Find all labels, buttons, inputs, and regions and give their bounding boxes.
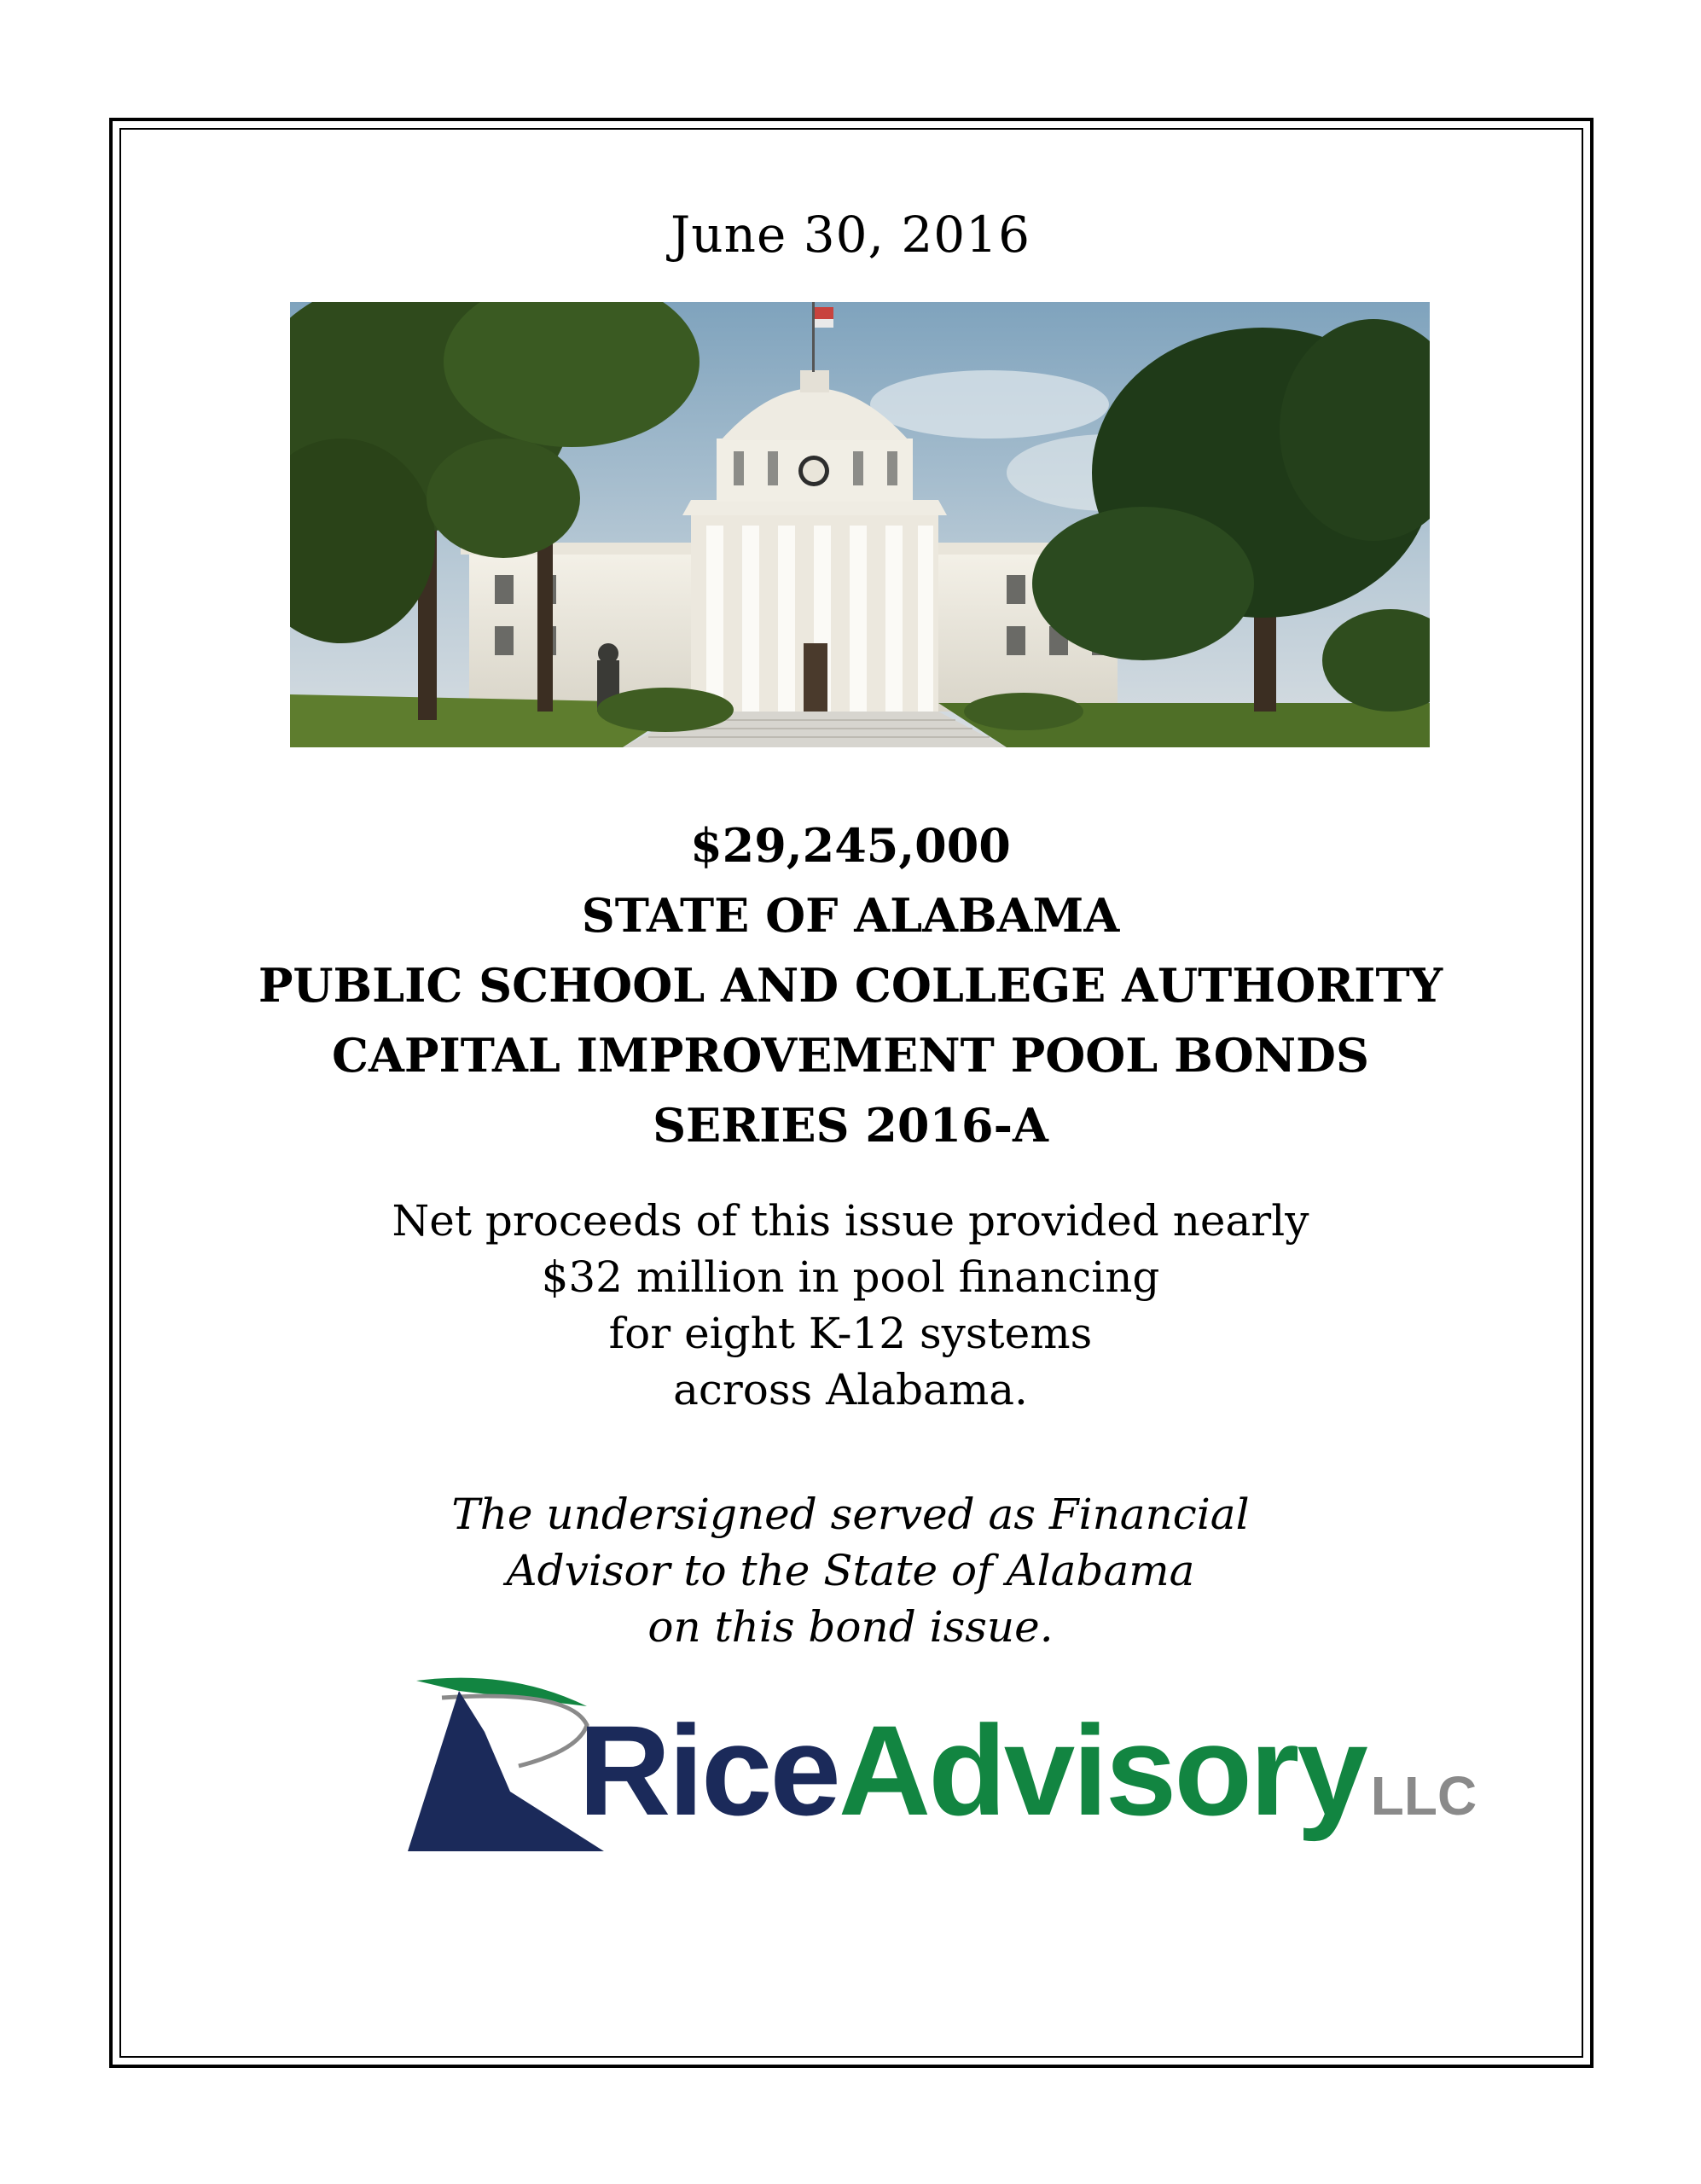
bond-type: CAPITAL IMPROVEMENT POOL BONDS	[332, 1028, 1369, 1083]
advisor-line: Advisor to the State of Alabama	[506, 1546, 1195, 1595]
logo-word-advisory: Advisory	[838, 1699, 1366, 1842]
proceeds-line: for eight K-12 systems	[608, 1309, 1093, 1358]
bond-amount: $29,245,000	[690, 818, 1011, 873]
proceeds-description	[0, 1193, 1701, 1418]
issuer-state: STATE OF ALABAMA	[581, 888, 1120, 943]
advisor-statement	[0, 1486, 1701, 1655]
proceeds-line: Net proceeds of this issue provided nearly	[392, 1196, 1309, 1246]
rice-advisory-logo	[408, 1672, 1477, 1860]
proceeds-line: across Alabama.	[673, 1365, 1028, 1414]
advisor-line: on this bond issue.	[647, 1602, 1054, 1652]
bond-series: SERIES 2016-A	[653, 1098, 1048, 1153]
logo-word-rice: Rice	[578, 1699, 839, 1842]
issuer-authority: PUBLIC SCHOOL AND COLLEGE AUTHORITY	[258, 958, 1443, 1013]
bond-headline	[0, 810, 1701, 1160]
advisor-line: The undersigned served as Financial	[451, 1490, 1250, 1539]
capitol-photo	[290, 302, 1430, 747]
document-date: June 30, 2016	[670, 206, 1030, 264]
proceeds-line: $32 million in pool financing	[541, 1252, 1160, 1302]
logo-wordmark	[578, 1698, 1477, 1868]
logo-word-llc: LLC	[1370, 1765, 1477, 1827]
